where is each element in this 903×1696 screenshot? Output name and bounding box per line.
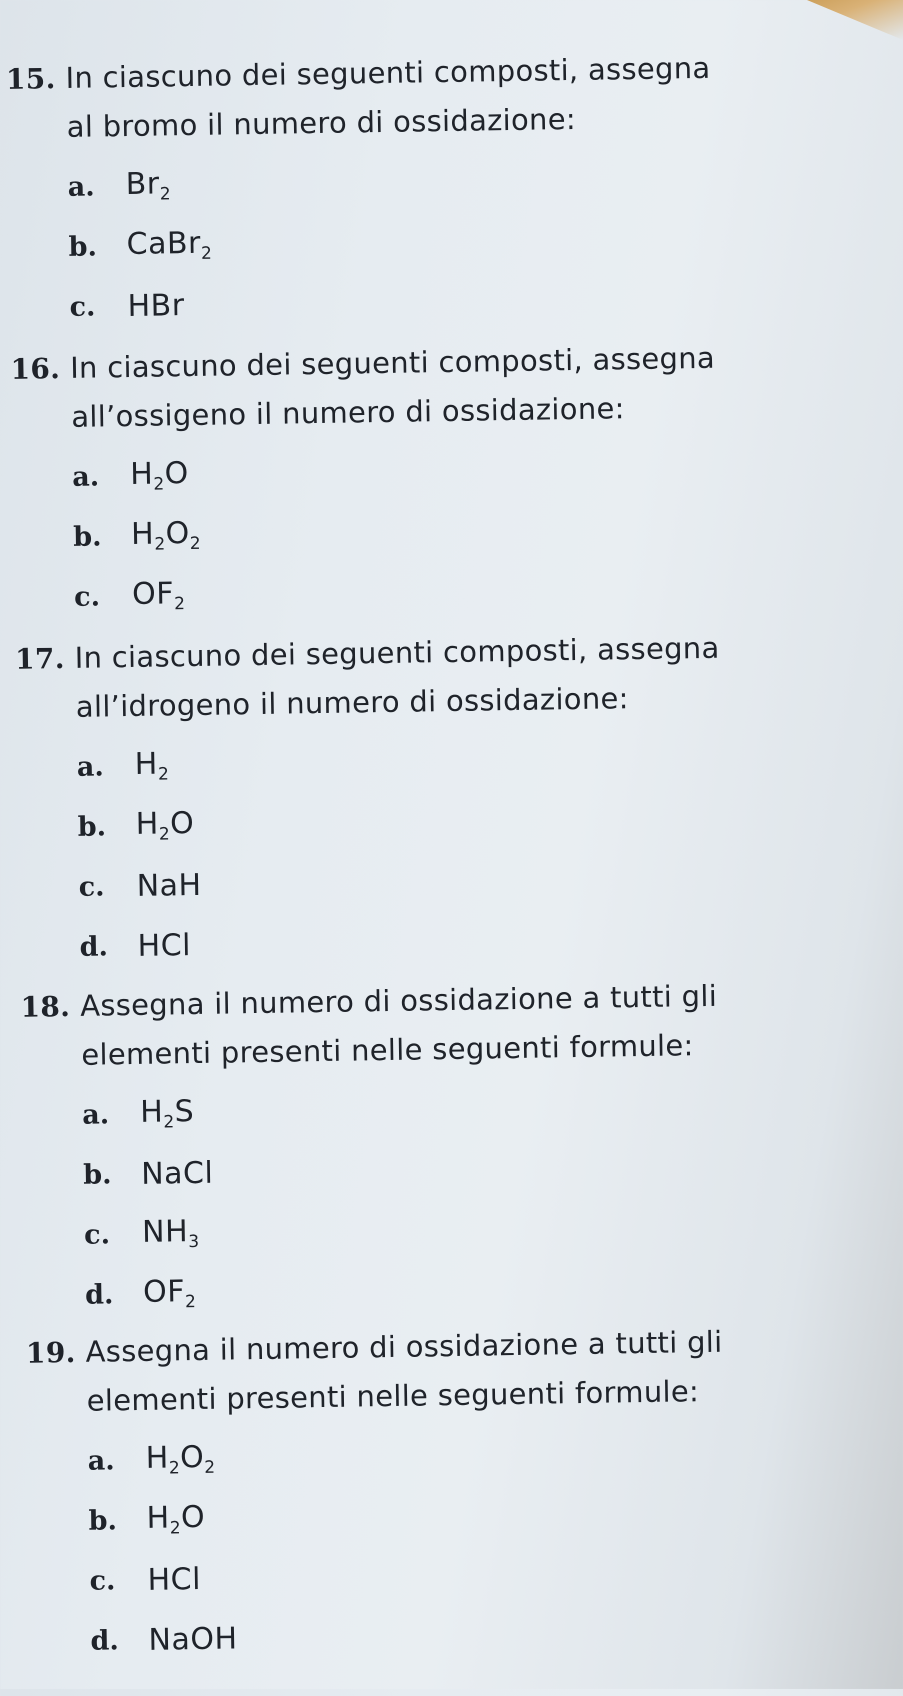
item-letter: d.: [90, 1624, 120, 1657]
chemical-formula: [140, 1094, 195, 1133]
formula-text: NH: [141, 1214, 189, 1250]
item-letter: c.: [83, 1218, 111, 1251]
exercise-stem: [10, 331, 861, 441]
formula-text: H: [139, 1094, 164, 1130]
chemical-formula: [130, 456, 189, 495]
item-letter: a.: [67, 171, 95, 203]
item-letter: b.: [82, 1158, 112, 1191]
formula-subscript: 2: [154, 534, 166, 555]
formula-text: O: [180, 1499, 206, 1536]
formula-text: HCl: [147, 1561, 202, 1598]
chemical-formula: [135, 806, 194, 845]
chemical-formula: [131, 516, 201, 555]
stem-line-2: all’ossigeno il numero di ossidazione:: [71, 391, 625, 434]
formula-text: O: [179, 1439, 205, 1476]
stem-line-2: elementi presenti nelle seguenti formule:: [86, 1374, 700, 1418]
chemical-formula: [137, 928, 191, 964]
item-list: [22, 1072, 876, 1325]
exercise-number: 15.: [5, 62, 56, 96]
item-letter: b.: [72, 520, 102, 553]
formula-text: NaOH: [148, 1620, 238, 1658]
chemical-formula: [146, 1500, 205, 1539]
chemical-formula: [125, 166, 171, 205]
exercise-stem: [15, 621, 866, 731]
exercise-number: 17.: [14, 642, 65, 676]
list-item: [9, 265, 860, 338]
formula-text: CaBr: [126, 225, 202, 263]
formula-subscript: 2: [153, 474, 165, 495]
formula-text: NaH: [136, 867, 202, 904]
item-letter: b.: [77, 810, 107, 843]
formula-subscript: 2: [159, 184, 172, 205]
formula-subscript: 2: [184, 1292, 197, 1313]
item-list: [27, 1418, 881, 1671]
formula-subscript: 3: [188, 1231, 200, 1253]
item-letter: a.: [82, 1098, 110, 1131]
chemical-formula: [145, 1440, 215, 1479]
formula-subscript: 2: [158, 824, 171, 845]
exercise-15: [6, 42, 860, 338]
chemical-formula: [147, 1562, 201, 1598]
item-letter: b.: [88, 1504, 118, 1537]
formula-subscript: 2: [169, 1518, 182, 1539]
formula-text: H: [146, 1500, 170, 1536]
formula-text: HCl: [137, 927, 192, 964]
item-letter: c.: [78, 870, 105, 903]
formula-text: S: [174, 1094, 195, 1130]
exercise-number: 18.: [20, 989, 71, 1024]
exercise-18: [20, 969, 875, 1325]
item-letter: b.: [68, 230, 98, 263]
chemical-formula: [132, 576, 186, 615]
formula-text: OF: [142, 1274, 186, 1310]
stem-line-1: In ciascuno dei seguenti composti, assegna: [69, 340, 716, 385]
stem-line-1: Assegna il numero di ossidazione a tutti gli: [85, 1324, 723, 1369]
item-letter: d.: [79, 930, 109, 963]
formula-subscript: 2: [189, 533, 202, 555]
formula-text: O: [164, 456, 190, 492]
stem-line-2: elementi presenti nelle seguenti formule:: [81, 1028, 694, 1072]
item-list: [16, 724, 870, 977]
chemical-formula: [142, 1214, 200, 1253]
formula-subscript: 2: [200, 243, 213, 264]
chemical-formula: [141, 1155, 214, 1191]
formula-subscript: 2: [173, 594, 186, 615]
exercise-stem: [6, 42, 857, 152]
item-list: [7, 145, 860, 338]
formula-text: H: [134, 746, 159, 782]
chemical-formula: [134, 746, 169, 785]
formula-text: H: [130, 516, 155, 552]
chemical-formula: [126, 226, 212, 265]
formula-text: HBr: [127, 287, 185, 324]
exercise-17: [15, 621, 870, 977]
stem-line-1: In ciascuno dei seguenti composti, assegna: [74, 630, 720, 675]
formula-subscript: 2: [157, 764, 170, 785]
exercise-19: [26, 1315, 881, 1671]
list-item: [25, 1252, 876, 1325]
chemical-formula: [136, 867, 201, 903]
formula-subscript: 2: [163, 1112, 175, 1133]
formula-text: O: [165, 516, 190, 552]
exercise-stem: [26, 1315, 877, 1425]
stem-line-1: In ciascuno dei seguenti composti, assegna: [65, 50, 711, 95]
formula-text: H: [135, 806, 160, 842]
item-letter: a.: [76, 750, 104, 783]
item-letter: a.: [72, 460, 100, 493]
stem-line-2: all’idrogeno il numero di ossidazione:: [75, 681, 629, 724]
list-item: [19, 904, 870, 977]
list-item: [30, 1598, 881, 1671]
formula-subscript: 2: [204, 1457, 216, 1478]
exercise-number: 19.: [25, 1335, 76, 1370]
item-letter: d.: [84, 1278, 114, 1311]
exercise-number: 16.: [10, 352, 61, 386]
formula-text: H: [145, 1440, 170, 1476]
chemical-formula: [127, 288, 185, 324]
item-letter: a.: [87, 1444, 115, 1477]
exercise-16: [10, 331, 864, 627]
formula-text: OF: [131, 576, 175, 612]
exercise-stem: [20, 969, 871, 1079]
formula-subscript: 2: [168, 1458, 181, 1479]
item-list: [12, 434, 865, 627]
formula-text: H: [129, 456, 154, 492]
chemical-formula: [148, 1621, 238, 1657]
item-letter: c.: [69, 291, 96, 323]
item-letter: c.: [89, 1564, 116, 1597]
chemical-formula: [143, 1274, 197, 1313]
stem-line-2: al bromo il numero di ossidazione:: [66, 101, 577, 144]
stem-line-1: Assegna il numero di ossidazione a tutti gli: [79, 978, 718, 1023]
formula-text: O: [169, 806, 195, 842]
list-item: [14, 554, 865, 627]
formula-text: NaCl: [140, 1155, 214, 1192]
formula-text: Br: [125, 166, 160, 203]
item-letter: c.: [73, 580, 101, 613]
